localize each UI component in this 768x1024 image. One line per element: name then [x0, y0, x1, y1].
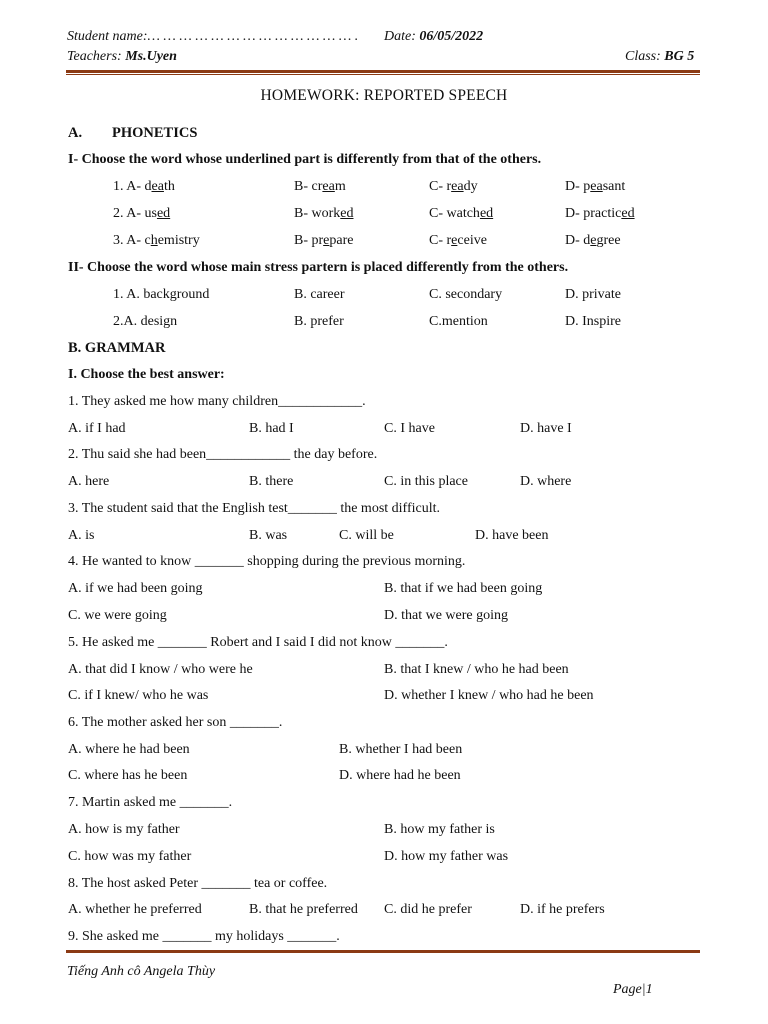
stress-q1-c: C. secondary	[429, 287, 503, 302]
q6-option-b: B. whether I had been	[339, 742, 463, 757]
q3-option-d: D. have been	[475, 528, 549, 543]
question-9: 9. She asked me _______ my holidays _______.	[68, 929, 340, 944]
phon-q3-c: C- receive	[429, 233, 487, 248]
header-rule	[66, 70, 700, 73]
class-field: Class: BG 5	[625, 49, 695, 64]
section-a-heading: PHONETICS	[112, 125, 198, 141]
q8-option-b: B. that he preferred	[249, 902, 358, 917]
question-7: 7. Martin asked me _______.	[68, 795, 233, 810]
q6-option-a: A. where he had been	[68, 742, 190, 757]
q4-option-a: A. if we had been going	[68, 581, 203, 596]
phon-q3-d: D- degree	[565, 233, 621, 248]
grammar-instruction: I. Choose the best answer:	[68, 367, 225, 382]
stress-q1-d: D. private	[565, 287, 621, 302]
footer-author: Tiếng Anh cô Angela Thùy	[67, 964, 216, 979]
question-4: 4. He wanted to know _______ shopping during the previous morning.	[68, 554, 466, 569]
q6-option-d: D. where had he been	[339, 768, 461, 783]
page-number: Page|1	[613, 982, 653, 997]
q7-option-b: B. how my father is	[384, 822, 495, 837]
phonetics-instruction-1: I- Choose the word whose underlined part is differently from that of the others.	[68, 152, 542, 167]
phon-q2-a: 2. A- used	[113, 206, 171, 221]
q8-option-c: C. did he prefer	[384, 902, 472, 917]
page-title: HOMEWORK: REPORTED SPEECH	[260, 87, 508, 104]
q8-option-d: D. if he prefers	[520, 902, 605, 917]
phon-q3-a: 3. A- chemistry	[113, 233, 200, 248]
q1-option-c: C. I have	[384, 421, 435, 436]
section-b-heading: B. GRAMMAR	[68, 340, 166, 356]
footer-rule	[66, 950, 700, 953]
q4-option-c: C. we were going	[68, 608, 167, 623]
phon-q1-a: 1. A- death	[113, 179, 175, 194]
q1-option-d: D. have I	[520, 421, 572, 436]
q2-option-a: A. here	[68, 474, 110, 489]
question-6: 6. The mother asked her son _______.	[68, 715, 283, 730]
date-value: 06/05/2022	[419, 29, 484, 44]
q5-option-a: A. that did I know / who were he	[68, 662, 253, 677]
q1-option-b: B. had I	[249, 421, 294, 436]
stress-q2-b: B. prefer	[294, 314, 344, 329]
phonetics-instruction-2: II- Choose the word whose main stress partern is placed differently from the others.	[68, 260, 569, 275]
phon-q3-b: B- prepare	[294, 233, 354, 248]
student-name-label: Student name:… … … … … … … … … … … … … .	[67, 29, 359, 44]
header-rule-thin	[66, 74, 700, 75]
section-a-letter: A.	[68, 125, 83, 141]
q6-option-c: C. where has he been	[68, 768, 188, 783]
question-8: 8. The host asked Peter _______ tea or coffee.	[68, 876, 328, 891]
teacher-value: Ms.Uyen	[125, 49, 177, 64]
q7-option-a: A. how is my father	[68, 822, 180, 837]
student-name-blank[interactable]: … … … … … … … … … … … … … .	[147, 29, 359, 44]
phon-q2-b: B- worked	[294, 206, 354, 221]
question-5: 5. He asked me _______ Robert and I said I did not know _______.	[68, 635, 448, 650]
q8-option-a: A. whether he preferred	[68, 902, 202, 917]
q4-option-d: D. that we were going	[384, 608, 509, 623]
q3-option-b: B. was	[249, 528, 288, 543]
teacher-field: Teachers: Ms.Uyen	[67, 49, 177, 64]
q2-option-b: B. there	[249, 474, 294, 489]
stress-q2-c: C.mention	[429, 314, 488, 329]
phon-q1-c: C- ready	[429, 179, 478, 194]
stress-q1-b: B. career	[294, 287, 345, 302]
stress-q1-a: 1. A. background	[113, 287, 210, 302]
stress-q2-d: D. Inspire	[565, 314, 621, 329]
q2-option-d: D. where	[520, 474, 572, 489]
q3-option-c: C. will be	[339, 528, 394, 543]
q5-option-d: D. whether I knew / who had he been	[384, 688, 594, 703]
q7-option-d: D. how my father was	[384, 849, 509, 864]
question-2: 2. Thu said she had been____________ the day before.	[68, 447, 378, 462]
class-value: BG 5	[664, 49, 695, 64]
phon-q2-c: C- watched	[429, 206, 494, 221]
q4-option-b: B. that if we had been going	[384, 581, 543, 596]
q3-option-a: A. is	[68, 528, 95, 543]
phon-q1-d: D- peasant	[565, 179, 626, 194]
date-field: Date: 06/05/2022	[384, 29, 484, 44]
question-1: 1. They asked me how many children____________.	[68, 394, 366, 409]
question-3: 3. The student said that the English test_______ the most difficult.	[68, 501, 440, 516]
q1-option-a: A. if I had	[68, 421, 126, 436]
q7-option-c: C. how was my father	[68, 849, 192, 864]
phon-q1-b: B- cream	[294, 179, 346, 194]
q5-option-b: B. that I knew / who he had been	[384, 662, 569, 677]
phon-q2-d: D- practiced	[565, 206, 635, 221]
q5-option-c: C. if I knew/ who he was	[68, 688, 209, 703]
q2-option-c: C. in this place	[384, 474, 468, 489]
stress-q2-a: 2.A. design	[113, 314, 178, 329]
